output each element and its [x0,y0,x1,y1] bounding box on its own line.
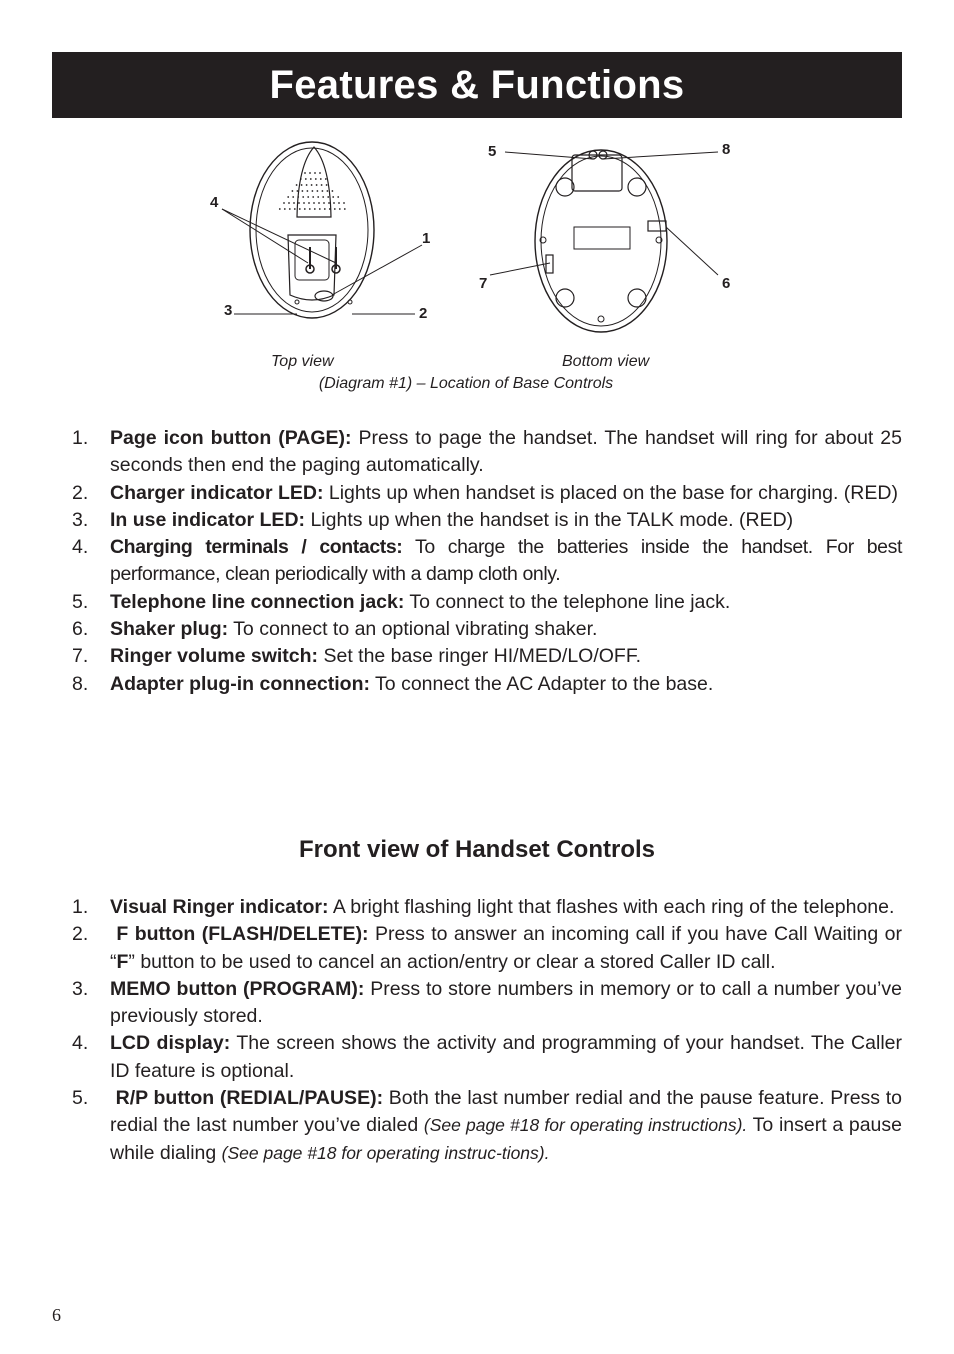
speaker-grille-dot [314,208,316,210]
list-item: 4. Charging terminals / contacts: To charge the batteries inside the handset. For best performance, clean periodically with a damp cloth only. [72,536,902,586]
callout-3: 3 [224,302,233,319]
speaker-grille-dot [315,178,317,180]
speaker-grille-dot [327,196,329,198]
speaker-grille-dot [289,208,291,210]
base-controls-list [72,425,902,698]
list-item: 5. R/P button (REDIAL/PAUSE): Both the last number redial and the pause feature. Press to redial the last number you’ve dialed (See page #18 for operating instructions). To insert a pause while dialing (See page #18 for operating instruc-tions). [72,1087,902,1164]
speaker-grille-dot [325,178,327,180]
list-item: 7. Ringer volume switch: Set the base ringer HI/MED/LO/OFF. [72,645,641,668]
section-heading: Front view of Handset Controls [298,836,655,863]
speaker-grille-dot [292,196,294,198]
speaker-grille-dot [339,208,341,210]
speaker-grille-dot [310,178,312,180]
speaker-grille-dot [327,190,329,192]
speaker-grille-dot [304,172,306,174]
callout-5: 5 [488,143,497,160]
speaker-grille-dot [302,196,304,198]
base-controls-diagram [200,135,760,335]
speaker-grille-dot [326,184,328,186]
speaker-grille-dot [343,202,345,204]
page-number: 6 [52,1305,61,1325]
speaker-grille-dot [299,208,301,210]
speaker-grille-dot [317,196,319,198]
speaker-grille-dot [337,196,339,198]
speaker-grille-dot [297,190,299,192]
speaker-grille-dot [307,190,309,192]
speaker-grille-dot [293,202,295,204]
speaker-grille-dot [321,184,323,186]
list-item: 3. In use indicator LED: Lights up when the handset is in the TALK mode. (RED) [72,508,794,531]
callout-1: 1 [422,230,431,247]
speaker-grille-dot [316,184,318,186]
speaker-grille-dot [332,196,334,198]
speaker-grille-dot [334,208,336,210]
speaker-grille-dot [314,172,316,174]
bottom-view-label: Bottom view [562,353,650,370]
list-item: 1. Page icon button (PAGE): Press to page the handset. The handset will ring for about 25 seconds then end the paging automatically. [72,427,902,477]
speaker-grille-dot [294,208,296,210]
speaker-grille-dot [313,202,315,204]
speaker-grille-dot [323,202,325,204]
speaker-grille-dot [322,196,324,198]
speaker-grille-dot [308,202,310,204]
speaker-grille-dot [298,202,300,204]
top-view-label: Top view [271,353,334,370]
list-item: 4. LCD display: The screen shows the activity and programming of your handset. The Caller ID feature is optional. [72,1032,902,1082]
speaker-grille-dot [329,208,331,210]
speaker-grille-dot [317,190,319,192]
speaker-grille-dot [303,202,305,204]
title-banner [52,52,902,118]
top-view-drawing [222,142,422,318]
speaker-grille-dot [319,172,321,174]
speaker-grille-dot [309,208,311,210]
speaker-grille-dot [322,190,324,192]
page-title: Features & Functions [269,62,685,107]
top-view-stipple [279,172,346,210]
list-item: 6. Shaker plug: To connect to an optional vibrating shaker. [72,618,598,641]
speaker-grille-dot [312,190,314,192]
callout-7: 7 [479,275,488,292]
list-item: 2. Charger indicator LED: Lights up when handset is placed on the base for charging. (RED) [72,481,898,504]
speaker-grille-dot [296,184,298,186]
speaker-grille-dot [319,208,321,210]
diagram-caption: (Diagram #1) – Location of Base Controls [318,375,614,392]
speaker-grille-dot [338,202,340,204]
speaker-grille-dot [311,184,313,186]
speaker-grille-dot [302,190,304,192]
speaker-grille-dot [283,202,285,204]
speaker-grille-dot [292,190,294,192]
list-item: 3. MEMO button (PROGRAM): Press to store numbers in memory or to call a number you’ve previously stored. [72,977,902,1028]
list-item: 1. Visual Ringer indicator: A bright flashing light that flashes with each ring of the telephone. [72,896,895,918]
speaker-grille-dot [312,196,314,198]
speaker-grille-dot [318,202,320,204]
bottom-view-drawing [490,150,718,332]
list-item: 2. F button (FLASH/DELETE): Press to answer an incoming call if you have Call Waiting or “F” button to be used to cancel an action/entry or clear a stored Caller ID call. [72,923,902,973]
speaker-grille-dot [300,178,302,180]
speaker-grille-dot [333,202,335,204]
speaker-grille-dot [297,196,299,198]
speaker-grille-dot [307,196,309,198]
speaker-grille-dot [301,184,303,186]
speaker-grille-dot [287,196,289,198]
list-item: 5. Telephone line connection jack: To connect to the telephone line jack. [72,590,731,613]
speaker-grille-dot [332,190,334,192]
speaker-grille-dot [320,178,322,180]
speaker-grille-dot [328,202,330,204]
handset-controls-list [72,894,902,1167]
speaker-grille-dot [305,178,307,180]
callout-8: 8 [722,141,731,158]
speaker-grille-dot [279,208,281,210]
callout-2: 2 [419,305,428,322]
callout-4: 4 [210,194,219,211]
callout-6: 6 [722,275,731,292]
list-item: 8. Adapter plug-in connection: To connect the AC Adapter to the base. [72,672,714,695]
speaker-grille-dot [288,202,290,204]
speaker-grille-dot [344,208,346,210]
speaker-grille-dot [304,208,306,210]
speaker-grille-dot [309,172,311,174]
speaker-grille-dot [306,184,308,186]
speaker-grille-dot [284,208,286,210]
speaker-grille-dot [324,208,326,210]
